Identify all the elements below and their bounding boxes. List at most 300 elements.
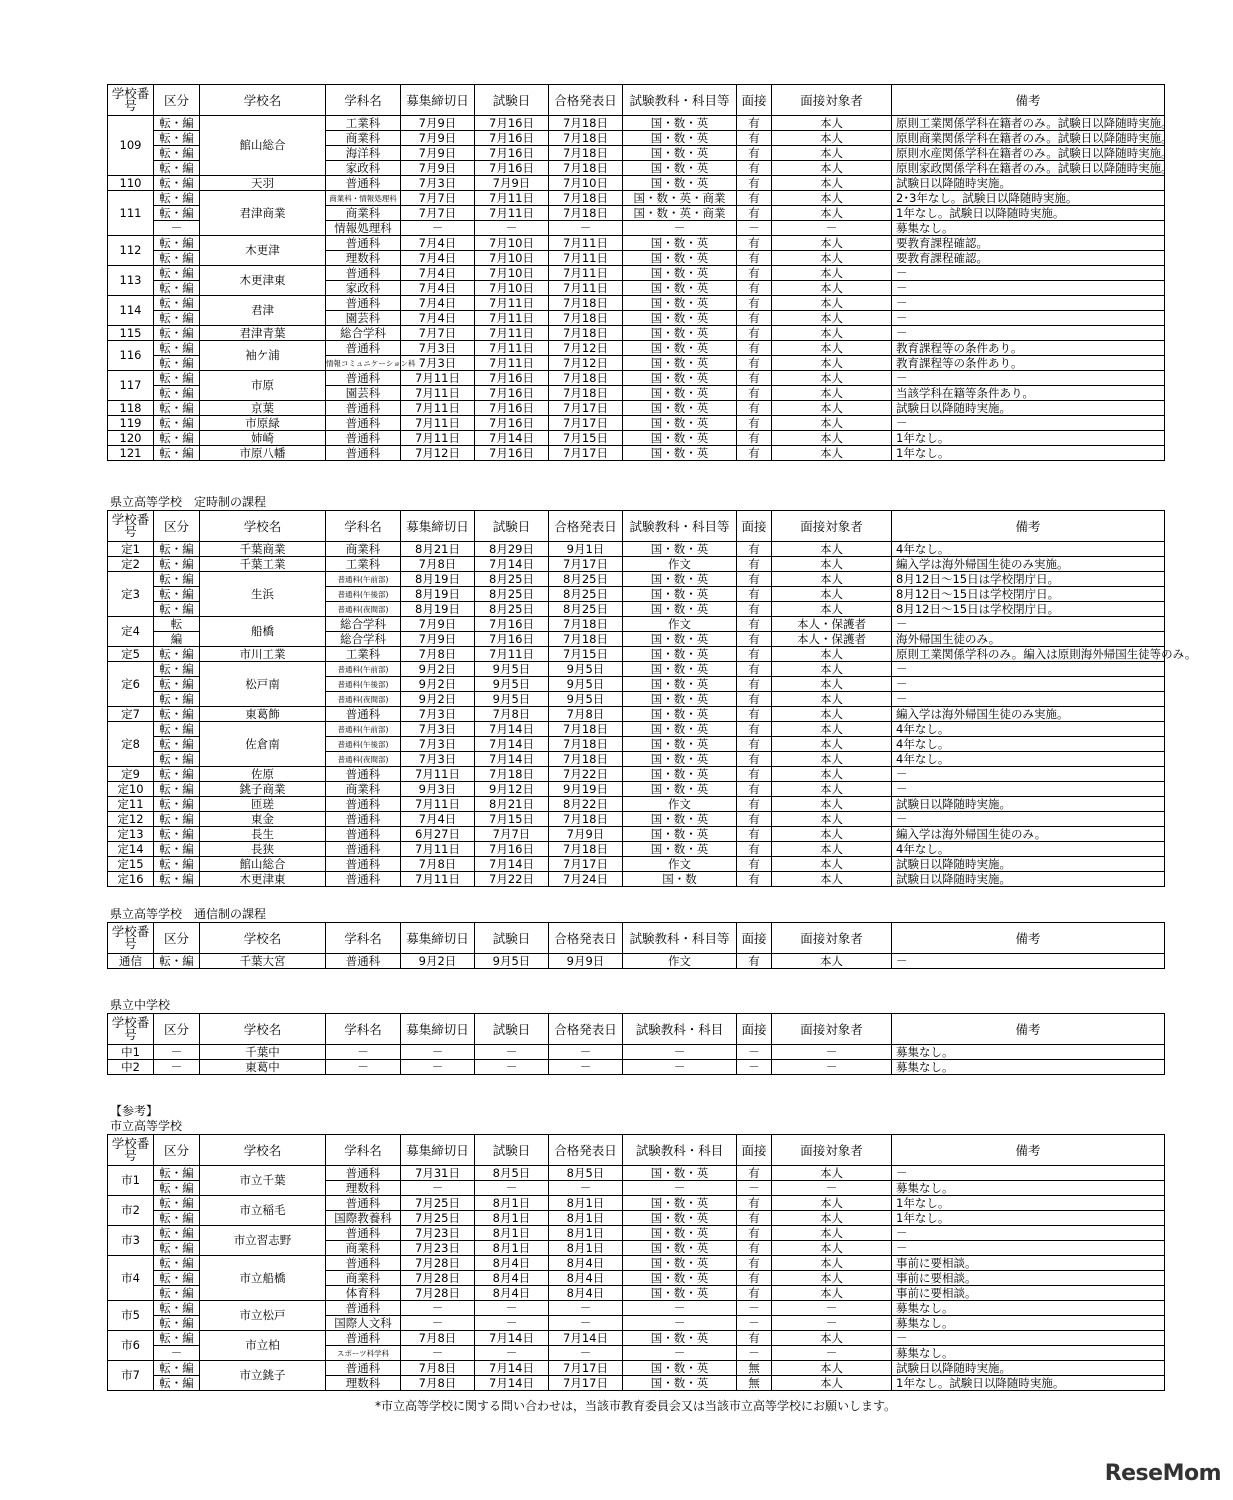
school-name-cell: 君津 (200, 296, 326, 326)
result-date-cell: 7月18日 (549, 296, 623, 311)
deadline-cell: 7月28日 (401, 1271, 475, 1286)
department-cell: 普通科 (326, 266, 401, 281)
interviewee-cell: 本人 (772, 692, 892, 707)
school-number-cell: 定10 (108, 782, 154, 797)
result-date-cell: 7月18日 (549, 131, 623, 146)
header-school-name: 学校名 (200, 923, 326, 954)
interviewee-cell: 本人 (772, 116, 892, 131)
school-name-cell: 京葉 (200, 401, 326, 416)
result-date-cell: 7月18日 (549, 191, 623, 206)
deadline-cell: － (401, 1060, 475, 1075)
remarks-cell: 編入学は海外帰国生徒のみ実施。 (892, 707, 1165, 722)
school-name-cell: 天羽 (200, 176, 326, 191)
category-cell: 転・編 (154, 1166, 200, 1181)
header-deadline: 募集締切日 (401, 511, 475, 542)
result-date-cell: 7月18日 (549, 206, 623, 221)
table-row (108, 296, 1165, 311)
header-category: 区分 (154, 1014, 200, 1045)
table-row (108, 542, 1165, 557)
deadline-cell: 7月4日 (401, 266, 475, 281)
department-cell: 普通科(夜間部) (326, 752, 401, 767)
interview-cell: 有 (737, 401, 772, 416)
category-cell: 転・編 (154, 872, 200, 887)
school-name-cell: 君津青葉 (200, 326, 326, 341)
deadline-cell: 7月4日 (401, 251, 475, 266)
shiritsu-table (107, 1134, 1165, 1391)
exam-date-cell: 7月8日 (475, 707, 549, 722)
result-date-cell: 7月18日 (549, 146, 623, 161)
school-number-cell: 定16 (108, 872, 154, 887)
exam-date-cell: 8月25日 (475, 572, 549, 587)
department-cell: 普通科 (326, 1226, 401, 1241)
department-cell: 理数科 (326, 1376, 401, 1391)
school-name-cell: 市立船橋 (200, 1256, 326, 1301)
interview-cell: － (737, 1045, 772, 1060)
interviewee-cell: 本人 (772, 311, 892, 326)
table-row (108, 1196, 1165, 1211)
remarks-cell: 原則工業関係学科のみ。編入は原則海外帰国生徒等のみ。 (892, 647, 1165, 662)
subjects-cell: 作文 (623, 557, 737, 572)
remarks-cell: 教育課程等の条件あり。 (892, 341, 1165, 356)
table-shiritsu (107, 1134, 1164, 1391)
department-cell: 普通科(夜間部) (326, 602, 401, 617)
department-cell: 普通科 (326, 857, 401, 872)
deadline-cell: 7月8日 (401, 557, 475, 572)
result-date-cell: 8月1日 (549, 1211, 623, 1226)
remarks-cell: 事前に要相談。 (892, 1286, 1165, 1301)
deadline-cell: 9月2日 (401, 677, 475, 692)
remarks-cell: － (892, 692, 1165, 707)
exam-date-cell: 7月16日 (475, 371, 549, 386)
department-cell: 普通科 (326, 1196, 401, 1211)
subjects-cell: 国・数・英 (623, 161, 737, 176)
remarks-cell: 編入学は海外帰国生徒のみ。 (892, 827, 1165, 842)
interview-cell: 有 (737, 176, 772, 191)
subjects-cell: 作文 (623, 617, 737, 632)
result-date-cell: 7月18日 (549, 371, 623, 386)
category-cell: 転・編 (154, 356, 200, 371)
subjects-cell: 国・数 (623, 872, 737, 887)
remarks-cell: － (892, 371, 1165, 386)
department-cell: 普通科 (326, 401, 401, 416)
department-cell: 普通科(午前部) (326, 572, 401, 587)
interview-cell: 有 (737, 572, 772, 587)
category-cell: 編 (154, 632, 200, 647)
school-number-cell: 市3 (108, 1226, 154, 1256)
subjects-cell: 国・数・英 (623, 647, 737, 662)
school-name-cell: 木更津東 (200, 872, 326, 887)
header-school-number: 学校番号 (108, 1014, 154, 1045)
department-cell: 普通科 (326, 236, 401, 251)
remarks-cell: 1年なし。 (892, 431, 1165, 446)
interview-cell: 有 (737, 812, 772, 827)
table-row (108, 572, 1165, 587)
department-cell: 家政科 (326, 161, 401, 176)
interview-cell: 有 (737, 782, 772, 797)
interviewee-cell: － (772, 1346, 892, 1361)
interviewee-cell: 本人 (772, 1226, 892, 1241)
deadline-cell: 7月7日 (401, 206, 475, 221)
category-cell: 転・編 (154, 677, 200, 692)
subjects-cell: 国・数・英 (623, 752, 737, 767)
table-row (108, 191, 1165, 206)
result-date-cell: 8月1日 (549, 1196, 623, 1211)
remarks-cell: 1年なし。 (892, 446, 1165, 461)
category-cell: 転・編 (154, 782, 200, 797)
interview-cell: 有 (737, 236, 772, 251)
caption-chu: 県立中学校 (110, 998, 171, 1012)
result-date-cell: 7月12日 (549, 356, 623, 371)
table-row (108, 1331, 1165, 1346)
school-name-cell: 佐倉南 (200, 722, 326, 767)
department-cell: 普通科 (326, 872, 401, 887)
result-date-cell: － (549, 1301, 623, 1316)
chu-table (107, 1013, 1165, 1075)
subjects-cell: 国・数・英 (623, 1196, 737, 1211)
category-cell: 転・編 (154, 1301, 200, 1316)
interview-cell: 有 (737, 692, 772, 707)
subjects-cell: 国・数・英 (623, 707, 737, 722)
header-result-date: 合格発表日 (549, 511, 623, 542)
interviewee-cell: 本人 (772, 1376, 892, 1391)
category-cell: 転・編 (154, 386, 200, 401)
category-cell: 転・編 (154, 326, 200, 341)
remarks-cell: 募集なし。 (892, 1181, 1165, 1196)
school-name-cell: 市原緑 (200, 416, 326, 431)
header-school-name: 学校名 (200, 85, 326, 116)
department-cell: 普通科 (326, 797, 401, 812)
result-date-cell: 9月19日 (549, 782, 623, 797)
remarks-cell: 募集なし。 (892, 1316, 1165, 1331)
result-date-cell: 7月18日 (549, 617, 623, 632)
result-date-cell: 7月18日 (549, 326, 623, 341)
category-cell: 転・編 (154, 857, 200, 872)
header-school-name: 学校名 (200, 1135, 326, 1166)
department-cell: 普通科 (326, 954, 401, 969)
header-school-number: 学校番号 (108, 923, 154, 954)
result-date-cell: 7月22日 (549, 767, 623, 782)
exam-date-cell: 9月5日 (475, 954, 549, 969)
remarks-cell: － (892, 662, 1165, 677)
interviewee-cell: 本人 (772, 281, 892, 296)
interview-cell: 有 (737, 647, 772, 662)
subjects-cell: 国・数・英 (623, 431, 737, 446)
subjects-cell: 国・数・英・商業 (623, 191, 737, 206)
school-name-cell: 市立習志野 (200, 1226, 326, 1256)
remarks-cell: 当該学科在籍等条件あり。 (892, 386, 1165, 401)
deadline-cell: 7月9日 (401, 116, 475, 131)
interview-cell: 有 (737, 431, 772, 446)
interviewee-cell: 本人 (772, 296, 892, 311)
remarks-cell: 1年なし。 (892, 1196, 1165, 1211)
remarks-cell: 要教育課程確認。 (892, 251, 1165, 266)
deadline-cell: 7月23日 (401, 1241, 475, 1256)
header-exam-date: 試験日 (475, 1135, 549, 1166)
subjects-cell: 国・数・英 (623, 1256, 737, 1271)
remarks-cell: 原則工業関係学科在籍者のみ。試験日以降随時実施。 (892, 116, 1165, 131)
category-cell: 転・編 (154, 281, 200, 296)
school-number-cell: 通信 (108, 954, 154, 969)
header-exam-date: 試験日 (475, 85, 549, 116)
interviewee-cell: 本人 (772, 386, 892, 401)
interviewee-cell: － (772, 1301, 892, 1316)
result-date-cell: 7月17日 (549, 857, 623, 872)
subjects-cell: 国・数・英・商業 (623, 206, 737, 221)
subjects-cell: 国・数・英 (623, 116, 737, 131)
category-cell: 転 (154, 617, 200, 632)
school-name-cell: 東葛飾 (200, 707, 326, 722)
category-cell: 転・編 (154, 401, 200, 416)
deadline-cell: － (401, 1301, 475, 1316)
interview-cell: 有 (737, 722, 772, 737)
department-cell: 商業科 (326, 1241, 401, 1256)
interviewee-cell: 本人 (772, 1241, 892, 1256)
interviewee-cell: 本人 (772, 752, 892, 767)
header-category: 区分 (154, 923, 200, 954)
table-row (108, 812, 1165, 827)
table-row (108, 767, 1165, 782)
interviewee-cell: 本人 (772, 206, 892, 221)
school-number-cell: 116 (108, 341, 154, 371)
interview-cell: 有 (737, 131, 772, 146)
interviewee-cell: 本人 (772, 872, 892, 887)
result-date-cell: 7月17日 (549, 1376, 623, 1391)
table-row (108, 557, 1165, 572)
remarks-cell: 試験日以降随時実施。 (892, 857, 1165, 872)
deadline-cell: 7月11日 (401, 386, 475, 401)
department-cell: 商業科 (326, 131, 401, 146)
interview-cell: 有 (737, 311, 772, 326)
interviewee-cell: 本人 (772, 812, 892, 827)
deadline-cell: 9月3日 (401, 782, 475, 797)
result-date-cell: － (549, 1045, 623, 1060)
school-number-cell: 113 (108, 266, 154, 296)
result-date-cell: 7月8日 (549, 707, 623, 722)
exam-date-cell: 7月18日 (475, 767, 549, 782)
table-row (108, 1060, 1165, 1075)
interviewee-cell: 本人 (772, 782, 892, 797)
table-row (108, 431, 1165, 446)
interview-cell: － (737, 1060, 772, 1075)
remarks-cell: 事前に要相談。 (892, 1271, 1165, 1286)
school-number-cell: 定2 (108, 557, 154, 572)
department-cell: 普通科 (326, 431, 401, 446)
result-date-cell: － (549, 1060, 623, 1075)
department-cell: 普通科 (326, 176, 401, 191)
header-remarks: 備考 (892, 1014, 1165, 1045)
interviewee-cell: 本人 (772, 1211, 892, 1226)
remarks-cell: 編入学は海外帰国生徒のみ実施。 (892, 557, 1165, 572)
school-number-cell: 定11 (108, 797, 154, 812)
deadline-cell: 7月28日 (401, 1286, 475, 1301)
header-exam-date: 試験日 (475, 1014, 549, 1045)
header-deadline: 募集締切日 (401, 1135, 475, 1166)
school-name-cell: 生浜 (200, 572, 326, 617)
exam-date-cell: 7月15日 (475, 812, 549, 827)
header-result-date: 合格発表日 (549, 1135, 623, 1166)
exam-date-cell: 7月14日 (475, 431, 549, 446)
school-name-cell: 市立柏 (200, 1331, 326, 1361)
exam-date-cell: 7月11日 (475, 647, 549, 662)
category-cell: 転・編 (154, 954, 200, 969)
school-number-cell: 市4 (108, 1256, 154, 1301)
exam-date-cell: － (475, 1045, 549, 1060)
header-subjects: 試験教科・科目 (623, 1135, 737, 1166)
school-number-cell: 定8 (108, 722, 154, 767)
header-result-date: 合格発表日 (549, 1014, 623, 1045)
remarks-cell: － (892, 782, 1165, 797)
subjects-cell: 国・数・英 (623, 737, 737, 752)
header-department: 学科名 (326, 1014, 401, 1045)
exam-date-cell: 8月1日 (475, 1241, 549, 1256)
category-cell: 転・編 (154, 266, 200, 281)
interviewee-cell: 本人 (772, 1166, 892, 1181)
deadline-cell: 7月8日 (401, 1331, 475, 1346)
department-cell: 普通科 (326, 416, 401, 431)
interview-cell: 有 (737, 797, 772, 812)
school-number-cell: 115 (108, 326, 154, 341)
interviewee-cell: 本人 (772, 176, 892, 191)
result-date-cell: 7月10日 (549, 176, 623, 191)
subjects-cell: 国・数・英 (623, 1271, 737, 1286)
result-date-cell: 7月11日 (549, 251, 623, 266)
table-row (108, 401, 1165, 416)
table-row (108, 266, 1165, 281)
result-date-cell: 7月18日 (549, 311, 623, 326)
school-name-cell: 佐原 (200, 767, 326, 782)
exam-date-cell: 7月16日 (475, 617, 549, 632)
remarks-cell: 原則水産関係学科在籍者のみ。試験日以降随時実施。 (892, 146, 1165, 161)
interviewee-cell: 本人 (772, 341, 892, 356)
exam-date-cell: － (475, 1060, 549, 1075)
school-name-cell: 市川工業 (200, 647, 326, 662)
deadline-cell: － (401, 1045, 475, 1060)
interviewee-cell: 本人 (772, 767, 892, 782)
caption-shiritsu: 市立高等学校 (110, 1119, 183, 1133)
exam-date-cell: 8月4日 (475, 1256, 549, 1271)
school-name-cell: 匝瑳 (200, 797, 326, 812)
subjects-cell: 国・数・英 (623, 131, 737, 146)
category-cell: － (154, 1346, 200, 1361)
header-interviewee: 面接対象者 (772, 923, 892, 954)
interview-cell: 有 (737, 1166, 772, 1181)
interview-cell: 有 (737, 632, 772, 647)
result-date-cell: 7月18日 (549, 842, 623, 857)
category-cell: 転・編 (154, 812, 200, 827)
result-date-cell: 7月11日 (549, 236, 623, 251)
school-number-cell: 市1 (108, 1166, 154, 1196)
deadline-cell: 7月28日 (401, 1256, 475, 1271)
department-cell: 普通科(午前部) (326, 722, 401, 737)
interview-cell: 有 (737, 1286, 772, 1301)
interviewee-cell: 本人 (772, 131, 892, 146)
department-cell: 総合学科 (326, 326, 401, 341)
department-cell: 工業科 (326, 647, 401, 662)
school-number-cell: 119 (108, 416, 154, 431)
exam-date-cell: 7月14日 (475, 1376, 549, 1391)
interviewee-cell: 本人 (772, 797, 892, 812)
category-cell: 転・編 (154, 341, 200, 356)
header-row (108, 511, 1165, 542)
interview-cell: 無 (737, 1361, 772, 1376)
result-date-cell: 7月12日 (549, 341, 623, 356)
category-cell: 転・編 (154, 1286, 200, 1301)
subjects-cell: 国・数・英 (623, 632, 737, 647)
category-cell: 転・編 (154, 752, 200, 767)
deadline-cell: 6月27日 (401, 827, 475, 842)
interviewee-cell: － (772, 1316, 892, 1331)
deadline-cell: 7月11日 (401, 431, 475, 446)
department-cell: 普通科 (326, 1301, 401, 1316)
subjects-cell: － (623, 1301, 737, 1316)
department-cell: 普通科(午後部) (326, 587, 401, 602)
table-row (108, 326, 1165, 341)
result-date-cell: 8月1日 (549, 1241, 623, 1256)
result-date-cell: － (549, 1346, 623, 1361)
school-number-cell: 市2 (108, 1196, 154, 1226)
exam-date-cell: 7月22日 (475, 872, 549, 887)
category-cell: 転・編 (154, 296, 200, 311)
exam-date-cell: 7月14日 (475, 722, 549, 737)
interview-cell: 有 (737, 1196, 772, 1211)
category-cell: 転・編 (154, 1256, 200, 1271)
header-category: 区分 (154, 511, 200, 542)
table-row (108, 722, 1165, 737)
interview-cell: 有 (737, 842, 772, 857)
exam-date-cell: － (475, 1316, 549, 1331)
subjects-cell: 国・数・英 (623, 401, 737, 416)
interviewee-cell: 本人 (772, 954, 892, 969)
interview-cell: 有 (737, 557, 772, 572)
table-row (108, 617, 1165, 632)
subjects-cell: 国・数・英 (623, 311, 737, 326)
interview-cell: － (737, 1316, 772, 1331)
subjects-cell: 国・数・英 (623, 542, 737, 557)
deadline-cell: 7月3日 (401, 356, 475, 371)
interviewee-cell: 本人 (772, 266, 892, 281)
subjects-cell: 国・数・英 (623, 356, 737, 371)
table-row (108, 341, 1165, 356)
remarks-cell: － (892, 281, 1165, 296)
deadline-cell: 7月25日 (401, 1196, 475, 1211)
deadline-cell: 7月9日 (401, 161, 475, 176)
header-interview: 面接 (737, 511, 772, 542)
subjects-cell: － (623, 1316, 737, 1331)
remarks-cell: － (892, 954, 1165, 969)
interview-cell: 有 (737, 206, 772, 221)
exam-date-cell: 8月25日 (475, 602, 549, 617)
exam-date-cell: 7月14日 (475, 1331, 549, 1346)
interview-cell: 有 (737, 371, 772, 386)
subjects-cell: － (623, 1060, 737, 1075)
interviewee-cell: 本人 (772, 161, 892, 176)
interview-cell: 有 (737, 1271, 772, 1286)
school-number-cell: 定15 (108, 857, 154, 872)
result-date-cell: 8月25日 (549, 572, 623, 587)
interview-cell: 有 (737, 296, 772, 311)
remarks-cell: － (892, 767, 1165, 782)
header-school-number: 学校番号 (108, 1135, 154, 1166)
remarks-cell: － (892, 296, 1165, 311)
school-number-cell: 定1 (108, 542, 154, 557)
remarks-cell: 4年なし。 (892, 542, 1165, 557)
department-cell: 園芸科 (326, 386, 401, 401)
table-row (108, 371, 1165, 386)
result-date-cell: 7月17日 (549, 1361, 623, 1376)
remarks-cell: 1年なし。 (892, 1211, 1165, 1226)
result-date-cell: 7月11日 (549, 266, 623, 281)
remarks-cell: 試験日以降随時実施。 (892, 1361, 1165, 1376)
